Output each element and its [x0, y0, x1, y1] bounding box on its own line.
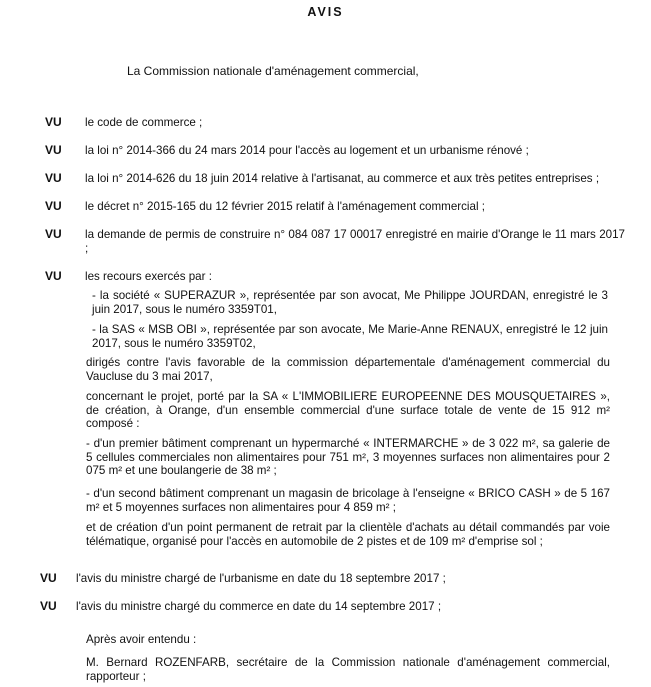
recours-msb-obi: - la SAS « MSB OBI », représentée par son avocate, Me Marie-Anne RENAUX, enregistré le 12 juin 2017, sous le numéro 3359T02, — [92, 323, 608, 350]
vu-label: VU — [40, 571, 57, 585]
vu-item-recours: les recours exercés par : — [85, 270, 212, 283]
vu-item-decret-2015-165: le décret n° 2015-165 du 12 février 2015 relatif à l'aménagement commercial ; — [85, 200, 485, 213]
premier-batiment: - d'un premier bâtiment comprenant un hypermarché « INTERMARCHE » de 3 022 m², sa galerie de 5 cellules commerciales non alimentaires pour 751 m², 3 moyennes surfaces non alimentaires pour 2 075 m² et une boulangerie de 38 m² ; — [86, 437, 610, 477]
apres-avoir-entendu: Après avoir entendu : — [86, 633, 197, 646]
vu-label: VU — [45, 199, 62, 213]
commission-heading: La Commission nationale d'aménagement commercial, — [127, 64, 419, 78]
vu-item-loi-2014-366: la loi n° 2014-366 du 24 mars 2014 pour l'accès au logement et un urbanisme rénové ; — [85, 144, 529, 157]
recours-superazur: - la société « SUPERAZUR », représentée par son avocat, Me Philippe JOURDAN, enregistré le 3 juin 2017, sous le numéro 3359T01, — [92, 289, 608, 316]
second-batiment: - d'un second bâtiment comprenant un magasin de bricolage à l'enseigne « BRICO CASH » de 5 167 m² et 5 moyennes surfaces non alimentaires pour 4 859 m² ; — [86, 487, 610, 514]
vu-item-avis-commerce: l'avis du ministre chargé du commerce en date du 14 septembre 2017 ; — [76, 600, 442, 613]
document-title: AVIS — [307, 5, 344, 19]
vu-label: VU — [45, 269, 62, 283]
vu-item-loi-2014-626: la loi n° 2014-626 du 18 juin 2014 relative à l'artisanat, au commerce et aux très petites entreprises ; — [85, 172, 600, 185]
vu-label: VU — [45, 115, 62, 129]
vu-label: VU — [45, 171, 62, 185]
vu-label: VU — [45, 143, 62, 157]
vu-label: VU — [40, 599, 57, 613]
vu-label: VU — [45, 227, 62, 241]
vu-item-code-commerce: le code de commerce ; — [85, 116, 203, 129]
vu-item-permis-construire: la demande de permis de construire n° 084 087 17 00017 enregistré en mairie d'Orange le 11 mars 2017 ; — [85, 228, 625, 255]
point-retrait: et de création d'un point permanent de retrait par la clientèle d'achats au détail commandés par voie télématique, organisé pour l'accès en automobile de 2 pistes et de 109 m² d'emprise sol ; — [86, 521, 610, 548]
diriges-contre: dirigés contre l'avis favorable de la commission départementale d'aménagement commercial du Vaucluse du 3 mai 2017, — [86, 356, 610, 383]
vu-item-avis-urbanisme: l'avis du ministre chargé de l'urbanisme en date du 18 septembre 2017 ; — [76, 572, 446, 585]
rapporteur: M. Bernard ROZENFARB, secrétaire de la Commission nationale d'aménagement commercial, rapporteur ; — [86, 656, 610, 683]
concernant-projet: concernant le projet, porté par la SA « L'IMMOBILIERE EUROPEENNE DES MOUSQUETAIRES », de création, à Orange, d'un ensemble commercial d'une surface totale de vente de 15 912 m² composé : — [86, 390, 610, 430]
